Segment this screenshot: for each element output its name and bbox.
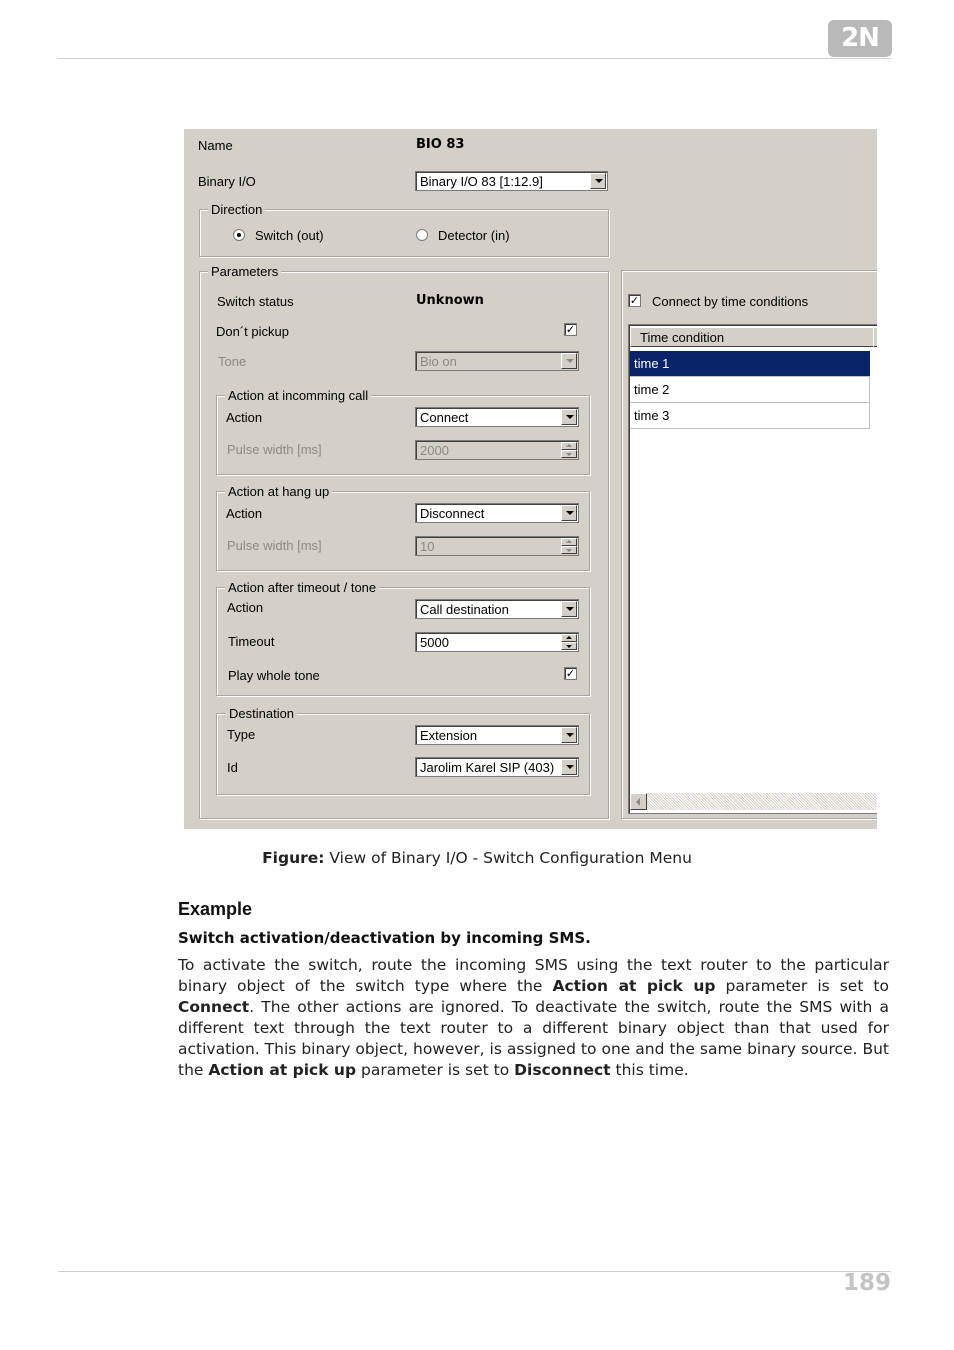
list-item[interactable]: time 3	[630, 403, 870, 429]
incoming-pulse-label: Pulse width [ms]	[227, 442, 322, 457]
section-subheading: Switch activation/deactivation by incoming SMS.	[178, 929, 591, 947]
para-bold: Action at pick up	[552, 977, 716, 995]
spin-up-icon[interactable]	[561, 442, 577, 450]
para-bold: Action at pick up	[208, 1061, 357, 1079]
incoming-call-title: Action at incomming call	[225, 388, 371, 403]
horizontal-scrollbar[interactable]	[630, 793, 877, 810]
switch-status-value: Unknown	[416, 293, 484, 308]
timeout-action-label: Action	[227, 600, 264, 615]
destination-type-label: Type	[227, 727, 256, 742]
connect-by-time-checkbox[interactable]: ✓	[629, 294, 640, 307]
detector-in-radio[interactable]	[416, 229, 428, 241]
tone-select[interactable]	[415, 351, 579, 371]
timeout-action-value: Call destination	[420, 602, 509, 617]
switch-out-label[interactable]: Switch (out)	[255, 228, 324, 243]
hang-up-pulse-value: 10	[420, 539, 435, 554]
binary-io-dialog	[184, 129, 877, 829]
para-text: To activate the switch, route the incoming SMS using the text router to the particular binary object of the switch type where the	[178, 956, 889, 995]
column-header-filler	[873, 327, 877, 347]
brand-logo	[828, 20, 892, 57]
dont-pickup-checkbox[interactable]: ✓	[565, 323, 576, 336]
play-whole-tone-checkbox[interactable]: ✓	[565, 667, 576, 680]
para-text: . The other actions are ignored. To deactivate the switch, route the SMS with a different text through the text router to a different binary object than that used for activation. This binary object, however, is assigned to one and the same binary source. But the	[178, 998, 889, 1079]
spin-up-icon[interactable]	[561, 634, 577, 642]
switch-out-radio[interactable]	[233, 229, 245, 241]
figure-caption	[0, 849, 954, 867]
incoming-action-select[interactable]	[415, 407, 579, 427]
incoming-action-value: Connect	[420, 410, 469, 425]
spin-down-icon[interactable]	[561, 450, 577, 458]
header-rule	[58, 58, 891, 59]
scroll-left-icon[interactable]	[630, 793, 647, 810]
hang-up-action-label: Action	[226, 506, 263, 521]
para-text: parameter is set to	[356, 1061, 515, 1079]
hang-up-action-value: Disconnect	[420, 506, 485, 521]
incoming-action-label: Action	[226, 410, 263, 425]
dont-pickup-label: Don´t pickup	[216, 324, 289, 339]
name-label: Name	[198, 138, 233, 153]
detector-in-label[interactable]: Detector (in)	[438, 228, 510, 243]
spin-up-icon[interactable]	[561, 538, 577, 546]
incoming-pulse-spinner[interactable]	[415, 440, 579, 460]
tone-value: Bio on	[420, 354, 457, 369]
dropdown-arrow-icon[interactable]	[561, 409, 577, 425]
caption-text: View of Binary I/O - Switch Configuration Menu	[324, 849, 692, 867]
timeout-label: Timeout	[228, 634, 275, 649]
spin-down-icon[interactable]	[561, 546, 577, 554]
list-item[interactable]: time 1	[630, 351, 870, 377]
footer-rule	[58, 1271, 891, 1272]
destination-id-label: Id	[227, 760, 238, 775]
dropdown-arrow-icon[interactable]	[561, 505, 577, 521]
destination-title: Destination	[226, 706, 297, 721]
switch-status-label: Switch status	[217, 294, 294, 309]
timeout-action-select[interactable]	[415, 599, 579, 619]
parameters-title: Parameters	[208, 264, 281, 279]
logo-text: 2N	[841, 23, 879, 53]
page-number: 189	[842, 1270, 891, 1296]
para-bold: Connect	[178, 998, 250, 1016]
name-value: BIO 83	[416, 137, 465, 152]
dropdown-arrow-icon[interactable]	[561, 727, 577, 743]
dropdown-arrow-icon[interactable]	[561, 759, 577, 775]
tone-label: Tone	[218, 354, 247, 369]
dropdown-arrow-icon[interactable]	[561, 353, 577, 369]
destination-type-select[interactable]	[415, 725, 579, 745]
direction-title: Direction	[208, 202, 265, 217]
hang-up-pulse-spinner[interactable]	[415, 536, 579, 556]
hang-up-action-select[interactable]	[415, 503, 579, 523]
dropdown-arrow-icon[interactable]	[590, 173, 606, 189]
binary-io-label: Binary I/O	[198, 174, 256, 189]
binary-io-select[interactable]	[415, 171, 608, 191]
binary-io-value: Binary I/O 83 [1:12.9]	[420, 174, 543, 189]
incoming-pulse-value: 2000	[420, 443, 449, 458]
destination-id-value: Jarolim Karel SIP (403)	[420, 760, 555, 775]
hang-up-title: Action at hang up	[225, 484, 332, 499]
dropdown-arrow-icon[interactable]	[561, 601, 577, 617]
para-text: this time.	[610, 1061, 689, 1079]
list-item[interactable]: time 2	[630, 377, 870, 403]
connect-by-time-label[interactable]: Connect by time conditions	[652, 294, 809, 309]
timeout-title: Action after timeout / tone	[225, 580, 379, 595]
timeout-spinner[interactable]	[415, 632, 579, 652]
destination-id-select[interactable]	[415, 757, 579, 777]
destination-type-value: Extension	[420, 728, 478, 743]
play-whole-tone-label: Play whole tone	[228, 668, 320, 683]
spin-down-icon[interactable]	[561, 642, 577, 650]
para-text: parameter is set to	[715, 977, 889, 995]
timeout-value: 5000	[420, 635, 449, 650]
para-bold: Disconnect	[514, 1061, 611, 1079]
column-header-label: Time condition	[640, 330, 725, 345]
hang-up-pulse-label: Pulse width [ms]	[227, 538, 322, 553]
example-paragraph	[178, 955, 889, 1081]
time-condition-column-header[interactable]	[630, 327, 875, 347]
section-heading: Example	[178, 899, 253, 919]
caption-prefix: Figure:	[262, 849, 325, 867]
